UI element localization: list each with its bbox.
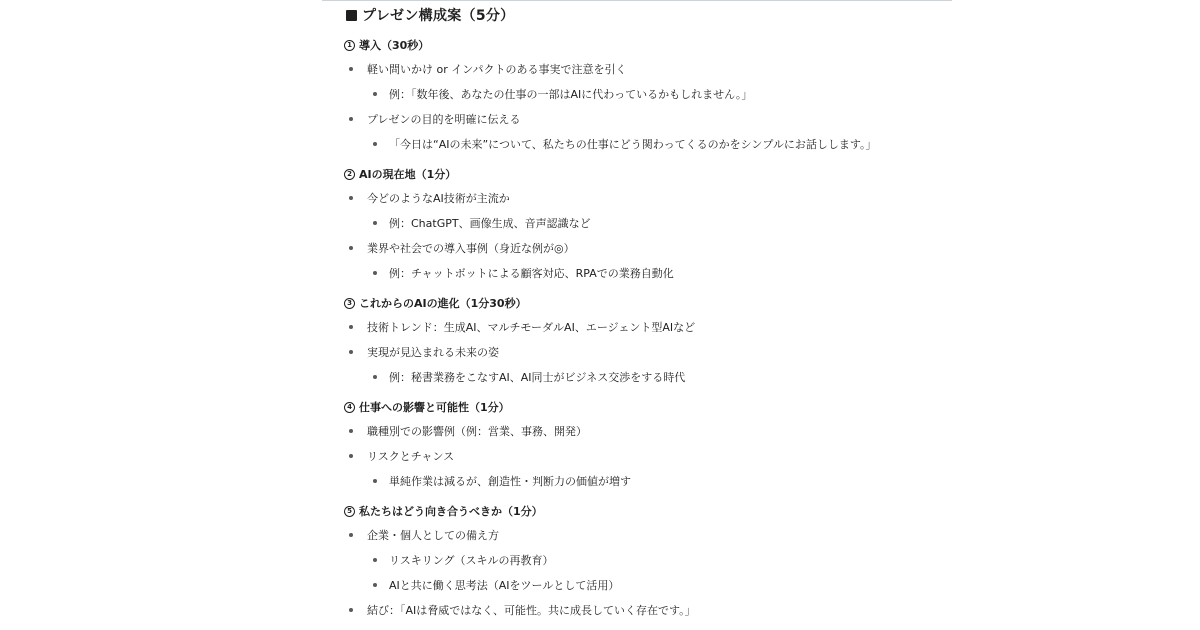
circled-number-1-icon: 1 <box>344 40 355 51</box>
sub-list-item <box>373 265 674 281</box>
list-item <box>349 602 696 618</box>
circled-number-2-icon: 2 <box>344 169 355 180</box>
section-heading-2 <box>344 166 456 182</box>
bullet-icon <box>349 429 353 433</box>
section-heading-3 <box>344 295 527 311</box>
bullet-icon <box>349 325 353 329</box>
list-item <box>349 423 587 439</box>
list-item-text: 結び：「AIは脅威ではなく、可能性。共に成長していく存在です。」 <box>367 604 696 617</box>
bullet-icon <box>349 196 353 200</box>
sub-list-item <box>373 215 591 231</box>
black-square-icon <box>346 10 357 21</box>
list-item-text: 技術トレンド：生成AI、マルチモーダルAI、エージェント型AIなど <box>367 321 696 334</box>
sub-list-item-text: AIと共に働く思考法（AIをツールとして活用） <box>389 579 620 592</box>
bullet-icon <box>373 479 377 483</box>
sub-list-item-text: リスキリング（スキルの再教育） <box>389 554 554 567</box>
sub-list-item-text: 例：「数年後、あなたの仕事の一部はAIに代わっているかもしれません。」 <box>389 88 753 101</box>
bullet-icon <box>373 92 377 96</box>
section-heading-text: 私たちはどう向き合うべきか（1分） <box>359 505 543 518</box>
bullet-icon <box>349 608 353 612</box>
sub-list-item <box>373 369 685 385</box>
sub-list-item-text: 例：秘書業務をこなすAI、AI同士がビジネス交渉をする時代 <box>389 371 686 384</box>
sub-list-item <box>373 136 877 152</box>
document-page <box>322 0 952 630</box>
sub-list-item-text: 例：ChatGPT、画像生成、音声認識など <box>389 217 591 230</box>
list-item <box>349 240 575 256</box>
section-heading-text: 導入（30秒） <box>359 39 430 52</box>
list-item-text: 企業・個人としての備え方 <box>367 529 499 542</box>
bullet-icon <box>349 533 353 537</box>
section-heading-4 <box>344 399 510 415</box>
bullet-icon <box>373 271 377 275</box>
bullet-icon <box>373 142 377 146</box>
list-item-text: プレゼンの目的を明確に伝える <box>367 113 521 126</box>
list-item-text: 職種別での影響例（例：営業、事務、開発） <box>367 425 587 438</box>
sub-list-item-text: 例：チャットボットによる顧客対応、RPAでの業務自動化 <box>389 267 674 280</box>
bullet-icon <box>349 350 353 354</box>
list-item-text: 実現が見込まれる未来の姿 <box>367 346 499 359</box>
document-title <box>346 5 514 25</box>
section-heading-1 <box>344 37 429 53</box>
list-item <box>349 190 510 206</box>
bullet-icon <box>349 67 353 71</box>
list-item <box>349 448 454 464</box>
sub-list-item <box>373 86 752 102</box>
bullet-icon <box>373 583 377 587</box>
sub-list-item-text: 単純作業は減るが、創造性・判断力の価値が増す <box>389 475 631 488</box>
section-heading-text: 仕事への影響と可能性（1分） <box>359 401 510 414</box>
sub-list-item <box>373 473 631 489</box>
bullet-icon <box>373 221 377 225</box>
section-heading-5 <box>344 503 543 519</box>
list-item <box>349 344 499 360</box>
sub-list-item-text: 「今日は“AIの未来”について、私たちの仕事にどう関わってくるのかをシンプルにお話しします。」 <box>389 138 877 151</box>
section-heading-text: AIの現在地（1分） <box>359 168 457 181</box>
sub-list-item <box>373 577 619 593</box>
list-item-text: リスクとチャンス <box>367 450 455 463</box>
bullet-icon <box>373 375 377 379</box>
top-divider <box>322 0 952 1</box>
bullet-icon <box>373 558 377 562</box>
sub-list-item <box>373 552 553 568</box>
section-heading-text: これからのAIの進化（1分30秒） <box>359 297 527 310</box>
bullet-icon <box>349 246 353 250</box>
circled-number-4-icon: 4 <box>344 402 355 413</box>
circled-number-5-icon: 5 <box>344 506 355 517</box>
list-item <box>349 111 521 127</box>
circled-number-3-icon: 3 <box>344 298 355 309</box>
bullet-icon <box>349 117 353 121</box>
list-item-text: 軽い問いかけ or インパクトのある事実で注意を引く <box>367 63 627 76</box>
list-item <box>349 319 695 335</box>
list-item <box>349 61 626 77</box>
list-item-text: 今どのようなAI技術が主流か <box>367 192 510 205</box>
list-item <box>349 527 499 543</box>
list-item-text: 業界や社会での導入事例（身近な例が◎） <box>367 242 575 255</box>
bullet-icon <box>349 454 353 458</box>
document-title-text: プレゼン構成案（5分） <box>362 8 515 24</box>
